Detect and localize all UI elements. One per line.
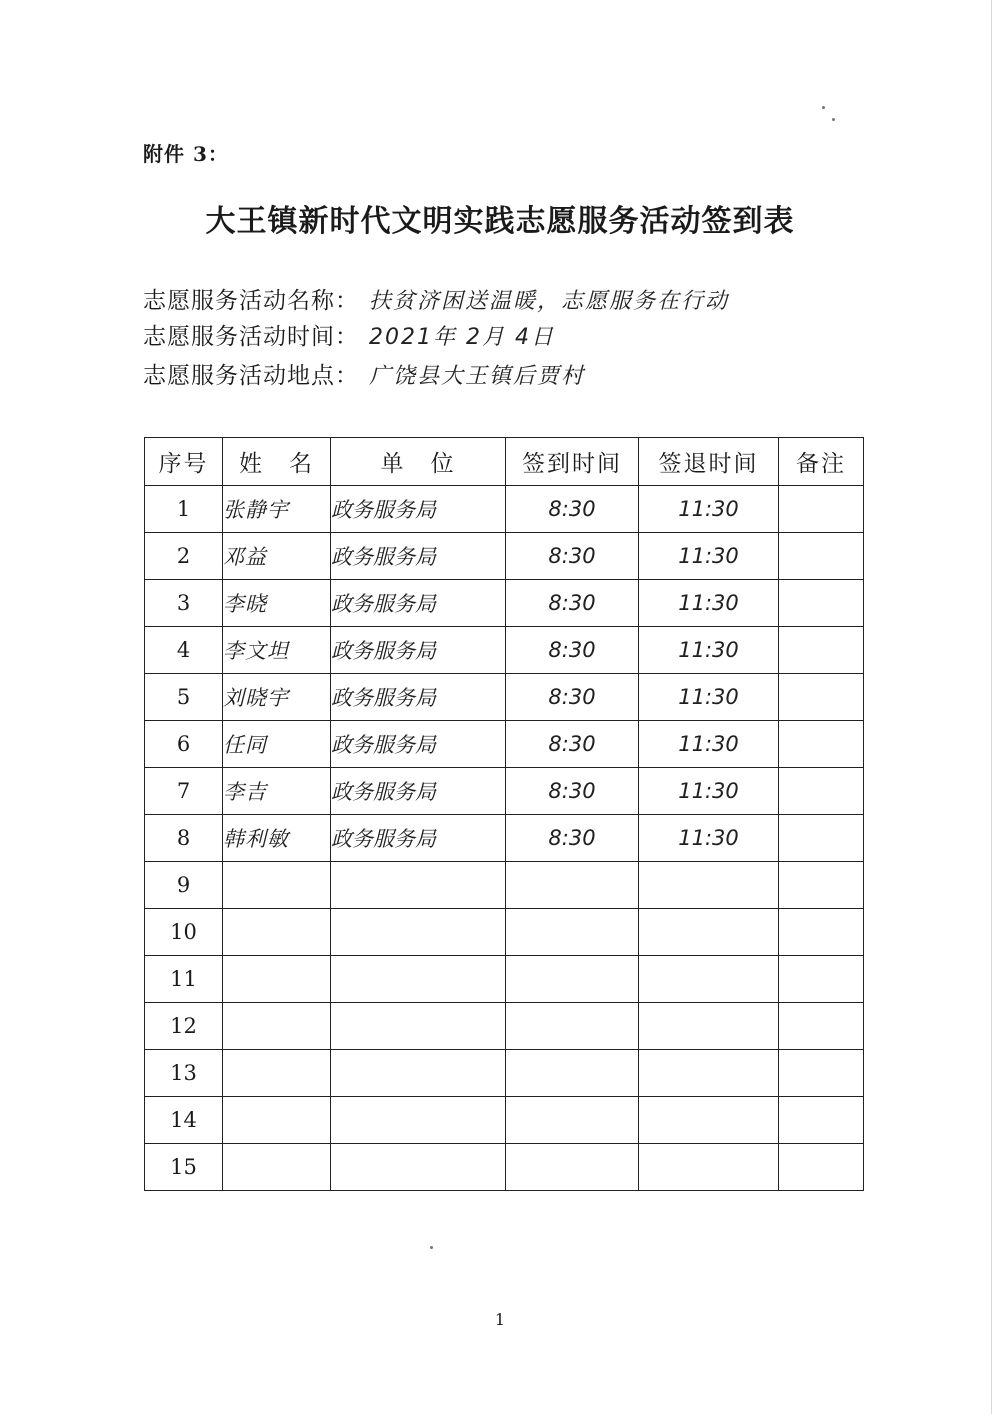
row-sign-out: 11:30	[639, 627, 779, 674]
row-sign-out: 11:30	[639, 721, 779, 768]
row-sign-out: 11:30	[639, 768, 779, 815]
row-no: 6	[145, 721, 223, 768]
row-note	[779, 862, 864, 909]
row-no: 14	[145, 1097, 223, 1144]
row-no: 3	[145, 580, 223, 627]
table-row	[145, 674, 864, 721]
table-row	[145, 627, 864, 674]
row-note	[779, 533, 864, 580]
row-name	[223, 1050, 331, 1097]
row-sign-out	[639, 862, 779, 909]
row-note	[779, 768, 864, 815]
table-row	[145, 486, 864, 533]
activity-name-label: 志愿服务活动名称：	[143, 288, 359, 314]
row-sign-in: 8:30	[506, 721, 639, 768]
row-name: 李文坦	[223, 627, 331, 674]
table-row	[145, 956, 864, 1003]
activity-place-line	[143, 357, 585, 390]
scan-speck	[832, 118, 835, 121]
row-no: 4	[145, 627, 223, 674]
row-sign-in	[506, 1050, 639, 1097]
row-no: 2	[145, 533, 223, 580]
row-no: 15	[145, 1144, 223, 1191]
row-note	[779, 627, 864, 674]
row-name: 张静宇	[223, 486, 331, 533]
row-sign-in: 8:30	[506, 580, 639, 627]
row-sign-out	[639, 1003, 779, 1050]
table-row	[145, 862, 864, 909]
row-unit: 政务服务局	[331, 486, 506, 533]
row-name: 任同	[223, 721, 331, 768]
row-note	[779, 1144, 864, 1191]
row-unit	[331, 1003, 506, 1050]
row-name	[223, 1097, 331, 1144]
row-sign-in	[506, 1097, 639, 1144]
row-unit: 政务服务局	[331, 627, 506, 674]
page-number: 1	[494, 1310, 506, 1329]
row-name	[223, 862, 331, 909]
activity-name-line	[143, 282, 729, 315]
row-sign-out	[639, 1050, 779, 1097]
row-sign-in	[506, 909, 639, 956]
row-no: 10	[145, 909, 223, 956]
row-sign-in: 8:30	[506, 815, 639, 862]
row-sign-in: 8:30	[506, 627, 639, 674]
row-unit: 政务服务局	[331, 768, 506, 815]
row-sign-in: 8:30	[506, 674, 639, 721]
row-unit: 政务服务局	[331, 815, 506, 862]
sign-in-table	[144, 437, 864, 1191]
row-unit	[331, 1050, 506, 1097]
row-note	[779, 721, 864, 768]
row-note	[779, 674, 864, 721]
row-sign-in	[506, 1003, 639, 1050]
row-unit	[331, 909, 506, 956]
table-row	[145, 768, 864, 815]
row-sign-out: 11:30	[639, 533, 779, 580]
row-no: 7	[145, 768, 223, 815]
header-sign-out: 签退时间	[639, 438, 779, 486]
row-sign-out: 11:30	[639, 815, 779, 862]
row-note	[779, 1003, 864, 1050]
activity-place-value: 广饶县大王镇后贾村	[369, 364, 586, 389]
row-name	[223, 909, 331, 956]
row-sign-out: 11:30	[639, 486, 779, 533]
row-unit	[331, 862, 506, 909]
scan-speck	[822, 106, 825, 109]
row-name: 邓益	[223, 533, 331, 580]
table-row	[145, 909, 864, 956]
row-no: 11	[145, 956, 223, 1003]
row-no: 9	[145, 862, 223, 909]
header-no: 序号	[145, 438, 223, 486]
row-sign-out: 11:30	[639, 674, 779, 721]
row-note	[779, 1097, 864, 1144]
row-unit	[331, 956, 506, 1003]
row-sign-in	[506, 956, 639, 1003]
row-sign-in	[506, 1144, 639, 1191]
table-row	[145, 580, 864, 627]
table-row	[145, 721, 864, 768]
row-note	[779, 909, 864, 956]
row-unit: 政务服务局	[331, 674, 506, 721]
row-no: 8	[145, 815, 223, 862]
row-name: 李晓	[223, 580, 331, 627]
row-sign-out	[639, 909, 779, 956]
row-sign-out	[639, 956, 779, 1003]
row-unit: 政务服务局	[331, 533, 506, 580]
activity-time-value: 2021年 2月 4日	[369, 325, 555, 350]
row-no: 13	[145, 1050, 223, 1097]
activity-time-label: 志愿服务活动时间：	[143, 324, 359, 350]
table-row	[145, 1050, 864, 1097]
activity-time-line	[143, 318, 555, 351]
row-name: 刘晓宇	[223, 674, 331, 721]
activity-place-label: 志愿服务活动地点：	[143, 363, 359, 389]
table-row	[145, 1097, 864, 1144]
row-sign-out	[639, 1097, 779, 1144]
row-sign-in: 8:30	[506, 768, 639, 815]
row-unit	[331, 1144, 506, 1191]
row-sign-out: 11:30	[639, 580, 779, 627]
row-name	[223, 956, 331, 1003]
row-note	[779, 956, 864, 1003]
header-name: 姓 名	[223, 438, 331, 486]
row-name: 李吉	[223, 768, 331, 815]
row-unit: 政务服务局	[331, 580, 506, 627]
row-sign-in: 8:30	[506, 533, 639, 580]
row-unit: 政务服务局	[331, 721, 506, 768]
table-row	[145, 533, 864, 580]
row-no: 12	[145, 1003, 223, 1050]
row-name	[223, 1144, 331, 1191]
row-note	[779, 815, 864, 862]
table-row	[145, 815, 864, 862]
scan-speck	[430, 1246, 433, 1249]
row-note	[779, 1050, 864, 1097]
attachment-label: 附件 3：	[143, 142, 229, 166]
row-name	[223, 1003, 331, 1050]
page-title: 大王镇新时代文明实践志愿服务活动签到表	[205, 204, 795, 239]
header-unit: 单 位	[331, 438, 506, 486]
row-sign-in: 8:30	[506, 486, 639, 533]
row-name: 韩利敏	[223, 815, 331, 862]
header-note: 备注	[779, 438, 864, 486]
row-sign-out	[639, 1144, 779, 1191]
table-row	[145, 1003, 864, 1050]
row-no: 5	[145, 674, 223, 721]
row-note	[779, 486, 864, 533]
activity-name-value: 扶贫济困送温暖，志愿服务在行动	[369, 289, 730, 314]
header-sign-in: 签到时间	[506, 438, 639, 486]
table-header-row	[145, 438, 864, 486]
row-unit	[331, 1097, 506, 1144]
row-note	[779, 580, 864, 627]
row-sign-in	[506, 862, 639, 909]
row-no: 1	[145, 486, 223, 533]
table-row	[145, 1144, 864, 1191]
